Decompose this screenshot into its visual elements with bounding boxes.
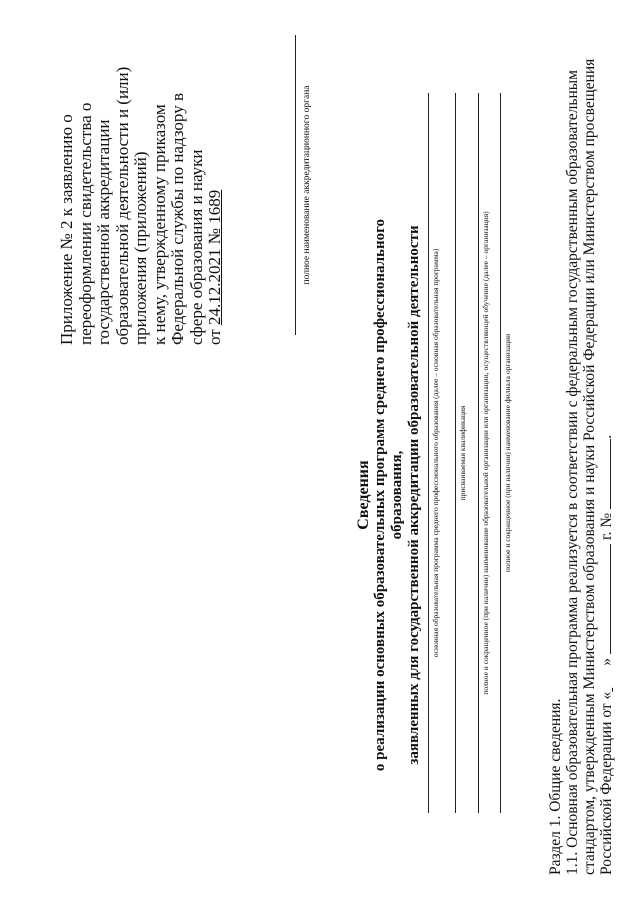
program-field-caption: основная образовательная программа среднего профессионального образования (далее – основная образовательная программа) bbox=[431, 248, 440, 658]
section-line-2: стандартом, утвержденным Министерством образования и науки Российской Федерации или Министерством просвещения bbox=[581, 58, 598, 875]
appendix-block bbox=[58, 45, 225, 345]
date-day-blank bbox=[598, 666, 615, 692]
appendix-line: государственной аккредитации bbox=[94, 119, 113, 345]
line-end: . bbox=[598, 434, 615, 439]
appendix-line: переоформлении свидетельства о bbox=[75, 102, 95, 345]
document-title bbox=[355, 185, 423, 805]
order-number: 24.12.2021 № 1689 bbox=[205, 189, 224, 326]
title-main: Сведения bbox=[355, 460, 372, 530]
qualification-field-caption: присваиваемая квалификация bbox=[458, 405, 467, 501]
appendix-line: сфере образования и науки bbox=[186, 149, 206, 345]
date-year: г. № bbox=[598, 512, 615, 540]
section-general bbox=[547, 25, 615, 875]
date-mid: » bbox=[598, 657, 615, 666]
order-prefix: от bbox=[205, 325, 224, 345]
agency-name-caption: полное наименование аккредитационного органа bbox=[302, 85, 312, 285]
order-number-blank bbox=[598, 439, 611, 509]
agency-name-line bbox=[295, 35, 296, 335]
date-prefix: Российской Федерации от « bbox=[598, 691, 615, 875]
order-reference bbox=[206, 45, 225, 345]
date-month-blank bbox=[598, 544, 611, 654]
appendix-line: Федеральной службы по надзору в bbox=[168, 93, 187, 345]
section-line-3 bbox=[598, 25, 615, 875]
organization-field-caption: полное и сокращенное (при наличии) наименование образовательной организации или организации, осуществляющей обучение (далее – организация) bbox=[481, 211, 490, 695]
appendix-line: образовательной деятельности и (или) bbox=[112, 66, 132, 345]
title-line-2: заявленных для государственной аккредитации образовательной деятельности bbox=[406, 225, 422, 765]
section-heading: Раздел 1. Общие сведения. bbox=[547, 698, 564, 875]
branch-field-caption: полное и сокращенное (при наличии) наименование филиала организации bbox=[503, 333, 512, 573]
qualification-field-line bbox=[455, 93, 456, 813]
program-field-line bbox=[428, 93, 429, 813]
branch-field-line bbox=[500, 93, 501, 813]
appendix-line: приложения (приложений) bbox=[131, 151, 150, 345]
organization-field-line bbox=[478, 93, 479, 813]
appendix-line: Приложение № 2 к заявлению о bbox=[57, 114, 76, 345]
title-line-1: о реализации основных образовательных программ среднего профессионального образования, bbox=[372, 218, 405, 772]
section-line-1: 1.1. Основная образовательная программа реализуется в соответствии с федеральным государственным образовательным bbox=[564, 70, 581, 875]
appendix-line: к нему, утвержденному приказом bbox=[149, 104, 169, 345]
